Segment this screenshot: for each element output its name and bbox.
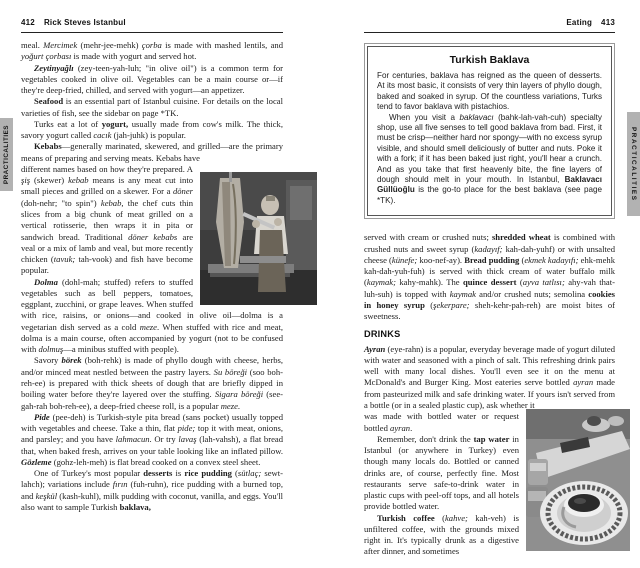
paragraph-sweets-cont: served with cream or crushed nuts; shredded wheat is combined with crushed nuts and sweet syrup (kadayıf; kah-dah-yuhf) or with unsalted cheese (künefe; koo-nef-ay). Bread pudding (ekmek kadayıfı; ehk-mehk kah-dah-yuh-fuh) is served with thick cream of water buffalo milk (kaymak; kahy-mahk). The quince dessert (ayva tatlısı; ahy-vah that-luh-suh) is topped with kaymak and/or crushed nuts; semolina cookies in honey syrup (şekerpare; sheh-kehr-pah-reh) are moist bites of sweetness. — [364, 232, 616, 322]
left-page-body — [21, 40, 283, 513]
running-head-right — [364, 18, 615, 29]
sidebar-title: Turkish Baklava — [449, 54, 530, 66]
paragraph-desserts: One of Turkey's most popular desserts is rice pudding (sütlaç; sewt-lahch); variations include fırın (fuh-ruhn), rice pudding with a burned top, and keşkül (kash-kuhl), milk pudding with coconut, vanilla, and eggs. You'll also want to sample Turkish baklava, — [21, 468, 284, 512]
paragraph-ayran-cont: was made with bottled water or request bottled ayran. — [364, 411, 519, 433]
paragraph-zeytinyagli: Zeytinyağlı (zey-teen-yah-luh; "in olive oil") is a common term for vegetables cooked in olive oil. Vegetables can be a main course or—if they're deep-fried, chilled, and served with yogurt—an appetizer. — [21, 62, 283, 96]
paragraph-turkish-coffee: Turkish coffee (kahve; kah-veh) is unfiltered coffee, with the grounds mixed right in. It's typically drunk as a digestive after dinner, and sometimes — [364, 512, 519, 557]
paragraph-borek: Savory börek (boh-rehk) is made of phyllo dough with cheese, herbs, and/or minced meat nestled between the pastry layers. Su böreği (soo boh-reh-ee) is prepared with thick sheets of dough that are briefly dipped in boiling water before they're layered over the stuffing. Sigara böreği (see-gah-rah boh-reh-ee), a deep-fried cheese roll, is a popular meze. — [21, 355, 283, 411]
header-rule-right — [364, 32, 615, 33]
practicalities-tab-right — [627, 112, 640, 216]
paragraph-yogurt: Turks eat a lot of yogurt, usually made from cow's milk. The thick, savory yogurt called cacık (jah-juhk) is popular. — [21, 118, 283, 141]
paragraph-kebabs-intro: Kebabs—generally marinated, skewered, and grilled—are the primary means of preparing and serving meats. Kebabs have — [21, 141, 283, 163]
doner-kebab-photo — [200, 172, 317, 305]
paragraph-tap-water: Remember, don't drink the tap water in Istanbul (or anywhere in Turkey) even though many locals do. Bottled or canned drinks are, of course, perfectly fine. Most restaurants serve safe-to-drink water in plastic cups with peel-off tops, and all hotels provide bottled water. — [364, 433, 519, 512]
turkish-coffee-photo — [526, 409, 630, 551]
page-412 — [21, 18, 283, 513]
page-number-left: 412 — [21, 18, 35, 27]
paragraph-kebabs-cont: different names based on how they're prepared. A şiş (skewer) kebab means is any meat cut into small pieces and grilled on a skewer. For a döner (doh-nehr; "to spin") kebab, the chef cuts thin slices from a big chunk of meat grilled on a vertical rotisserie, then wraps it in pita or sandwich bread. Traditional döner kebabs are veal or a mix of lamb and veal, but more recently chicken (tavuk; tah-vook) and fish have become popular. — [21, 163, 194, 276]
practicalities-tab-right-label: PRACTICALITIES — [630, 126, 637, 202]
paragraph-dolma: Dolma (dohl-mah; stuffed) refers to stuffed vegetables such as bell peppers, tomatoes, eggplant, zucchini, or grape leaves. When stuffed with rice, raisins, or onions—and cooked in olive oil—dolma is a vegetarian dish served as a cold meze. When stuffed with rice and meat, dolma is a main course, often accompanied by yogurt (not to be confused with dolmuş—a minibus stuffed with people). — [21, 276, 284, 355]
kebab-wrap-zone — [21, 164, 283, 513]
paragraph-pide: Pide (pee-deh) is Turkish-style pita bread (sans pocket) usually topped with vegetables and cheese. Take a thin, flat pide; top it with meat, onions, and parsley; and you have lahmacun. Or try lavaş (lah-vahsh), a flat bread that, when baked fresh, arrives on your table looking like an inflated pillow. Gözleme (gohz-leh-meh) is flat bread cooked on a convex steel sheet. — [21, 411, 284, 467]
running-head-left — [21, 18, 283, 29]
sidebar-paragraph-2: When you visit a baklavacı (bahk-lah-vah-cuh) specialty shop, use all five senses to tell good baklava from bad. First, it must be crisp—neither hard nor spongy—with no excess syrup visible, and should smell deliciously of butter and nuts. Poke it with a fork; if it has been baked just right, you'll hear a crunch. And as you take that first heavenly bite, the fine layers of dough should melt in your mouth. In Istanbul, Baklavacı Güllüoğlu is the go-to place for the best baklava (see page *TK). — [377, 112, 602, 205]
turkish-baklava-sidebar-inner — [367, 46, 612, 216]
page-413 — [364, 18, 615, 558]
chapter-title: Eating — [566, 18, 593, 27]
right-page-body — [364, 232, 615, 557]
practicalities-tab-left-label: PRACTICALITIES — [3, 124, 10, 185]
paragraph-seafood: Seafood is an essential part of Istanbul cuisine. For details on the local varieties of fish, see the sidebar on page *TK. — [21, 96, 283, 118]
paragraph-soups: meal. Mercimek (mehr-jee-mehk) çorba is made with mashed lentils, and yoğurt çorbası is made with yogurt and served hot. — [21, 40, 283, 62]
header-rule-left — [21, 32, 283, 33]
coffee-wrap-zone — [364, 411, 615, 557]
book-title: Rick Steves Istanbul — [43, 18, 126, 27]
paragraph-ayran: Ayran (eye-rahn) is a popular, everyday beverage made of yogurt diluted with water and seasoned with a pinch of salt. This refreshing drink pairs well with many local dishes. You'll even see it on the menu at McDonald's and Burger King. Most eateries serve bottled ayran made from pasteurized milk and safe drinking water. If yours isn't served from a bottle (or in a sealed plastic cup), ask whether it — [364, 343, 615, 410]
sidebar-paragraph-1: For centuries, baklava has reigned as the queen of desserts. At its most basic, it consists of very thin layers of phyllo dough, baked and soaked in syrup. Of the countless variations, Turks tend to favor baklava with pistachios. — [377, 71, 602, 112]
drinks-heading: DRINKS — [364, 329, 401, 340]
practicalities-tab-left — [0, 118, 13, 191]
page-number-right: 413 — [601, 18, 615, 27]
turkish-baklava-sidebar — [364, 43, 615, 219]
